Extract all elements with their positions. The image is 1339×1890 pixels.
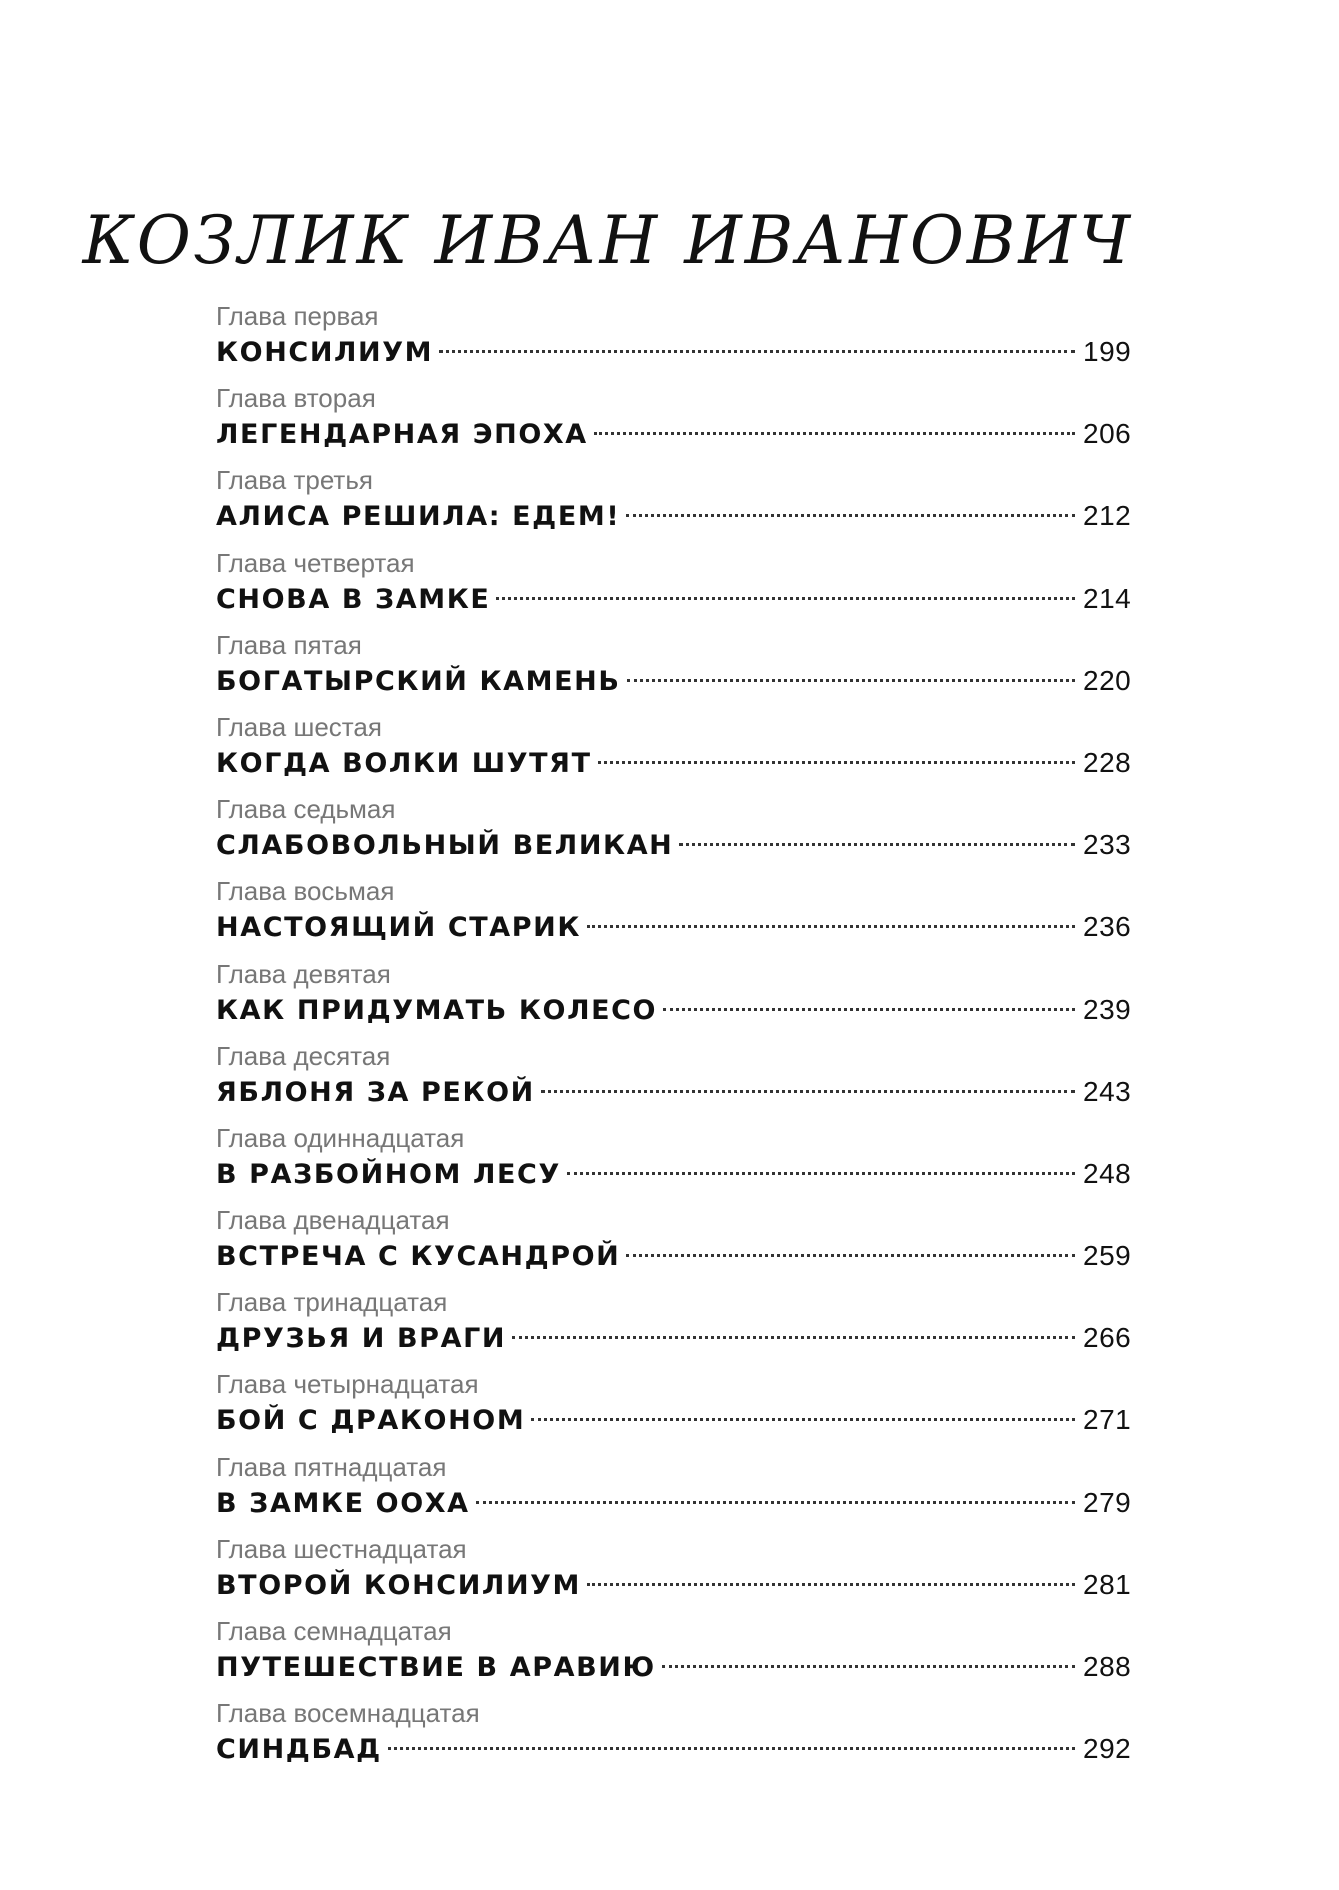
page-number: 236 bbox=[1083, 911, 1132, 943]
toc-entry[interactable] bbox=[216, 300, 1131, 382]
page-number: 266 bbox=[1083, 1322, 1132, 1354]
chapter-title: БОГАТЫРСКИЙ КАМЕНЬ bbox=[216, 665, 621, 697]
toc-entry[interactable] bbox=[216, 629, 1131, 711]
book-title: КОЗЛИК ИВАН ИВАНОВИЧ bbox=[82, 202, 1133, 279]
toc-entry[interactable] bbox=[216, 382, 1131, 464]
chapter-title: СИНДБАД bbox=[216, 1734, 382, 1766]
chapter-title: АЛИСА РЕШИЛА: ЕДЕМ! bbox=[216, 501, 621, 533]
chapter-title-row bbox=[216, 332, 1131, 372]
page-number: 271 bbox=[1083, 1404, 1132, 1436]
dot-leader bbox=[679, 843, 1075, 846]
table-of-contents bbox=[216, 300, 1131, 1779]
dot-leader bbox=[388, 1747, 1075, 1750]
chapter-title-row bbox=[216, 1236, 1131, 1276]
chapter-title-row bbox=[216, 1483, 1131, 1523]
page-number: 279 bbox=[1083, 1486, 1132, 1518]
chapter-title: БОЙ С ДРАКОНОМ bbox=[216, 1405, 526, 1437]
page-number: 281 bbox=[1083, 1568, 1132, 1600]
page-number: 239 bbox=[1083, 993, 1132, 1025]
dot-leader bbox=[626, 514, 1075, 517]
dot-leader bbox=[567, 1172, 1075, 1175]
page-number: 233 bbox=[1083, 829, 1132, 861]
chapter-title-row bbox=[216, 1729, 1131, 1769]
chapter-title-row bbox=[216, 661, 1131, 701]
chapter-title-row bbox=[216, 1318, 1131, 1358]
chapter-title-row bbox=[216, 907, 1131, 947]
chapter-label: Глава восемнадцатая bbox=[216, 1698, 480, 1729]
dot-leader bbox=[663, 1008, 1075, 1011]
chapter-title-row bbox=[216, 743, 1131, 783]
chapter-label: Глава третья bbox=[216, 465, 373, 496]
toc-entry[interactable] bbox=[216, 1286, 1131, 1368]
dot-leader bbox=[587, 925, 1075, 928]
chapter-label: Глава шестнадцатая bbox=[216, 1533, 467, 1564]
dot-leader bbox=[439, 350, 1075, 353]
chapter-label: Глава одиннадцатая bbox=[216, 1122, 465, 1153]
toc-entry[interactable] bbox=[216, 1204, 1131, 1286]
chapter-title: КОГДА ВОЛКИ ШУТЯТ bbox=[216, 747, 592, 779]
chapter-title: ДРУЗЬЯ И ВРАГИ bbox=[216, 1323, 507, 1355]
chapter-label: Глава шестая bbox=[216, 711, 382, 742]
dot-leader bbox=[594, 432, 1075, 435]
dot-leader bbox=[512, 1336, 1075, 1339]
chapter-title-row bbox=[216, 496, 1131, 536]
toc-entry[interactable] bbox=[216, 464, 1131, 546]
dot-leader bbox=[598, 761, 1075, 764]
toc-entry[interactable] bbox=[216, 711, 1131, 793]
chapter-title: ПУТЕШЕСТВИЕ В АРАВИЮ bbox=[216, 1652, 656, 1683]
toc-entry[interactable] bbox=[216, 1533, 1131, 1615]
chapter-title: ЯБЛОНЯ ЗА РЕКОЙ bbox=[216, 1076, 535, 1108]
chapter-label: Глава вторая bbox=[216, 383, 376, 414]
toc-entry[interactable] bbox=[216, 1368, 1131, 1450]
chapter-title: НАСТОЯЩИЙ СТАРИК bbox=[216, 912, 582, 944]
page-number: 199 bbox=[1083, 336, 1132, 367]
chapter-title-row bbox=[216, 1154, 1131, 1194]
chapter-title-row bbox=[216, 1647, 1131, 1687]
chapter-label: Глава семнадцатая bbox=[216, 1616, 452, 1646]
chapter-label: Глава десятая bbox=[216, 1040, 391, 1071]
chapter-title: ЛЕГЕНДАРНАЯ ЭПОХА bbox=[216, 419, 588, 451]
toc-entry[interactable] bbox=[216, 1122, 1131, 1204]
dot-leader bbox=[587, 1583, 1075, 1586]
dot-leader bbox=[541, 1090, 1075, 1093]
chapter-title-row bbox=[216, 1072, 1131, 1112]
page-number: 243 bbox=[1083, 1075, 1132, 1107]
chapter-title: СНОВА В ЗАМКЕ bbox=[216, 583, 491, 615]
chapter-label: Глава седьмая bbox=[216, 794, 396, 825]
chapter-title-row bbox=[216, 414, 1131, 454]
page-number: 248 bbox=[1083, 1157, 1132, 1189]
chapter-title-row bbox=[216, 1565, 1131, 1605]
chapter-title: В РАЗБОЙНОМ ЛЕСУ bbox=[216, 1158, 561, 1190]
chapter-label: Глава первая bbox=[216, 301, 379, 331]
chapter-label: Глава пятая bbox=[216, 629, 362, 660]
page-number: 220 bbox=[1083, 664, 1132, 696]
chapter-label: Глава четырнадцатая bbox=[216, 1369, 479, 1400]
page-number: 212 bbox=[1083, 500, 1132, 532]
chapter-title: ВТОРОЙ КОНСИЛИУМ bbox=[216, 1569, 582, 1601]
toc-entry[interactable] bbox=[216, 1040, 1131, 1122]
toc-entry[interactable] bbox=[216, 1615, 1131, 1697]
chapter-title: В ЗАМКЕ ООХА bbox=[216, 1487, 470, 1519]
toc-entry[interactable] bbox=[216, 793, 1131, 875]
chapter-title: КОНСИЛИУМ bbox=[216, 337, 434, 368]
chapter-title-row bbox=[216, 825, 1131, 865]
dot-leader bbox=[626, 1254, 1075, 1257]
toc-entry[interactable] bbox=[216, 1451, 1131, 1533]
toc-entry[interactable] bbox=[216, 875, 1131, 957]
chapter-label: Глава девятая bbox=[216, 958, 391, 989]
chapter-title-row bbox=[216, 1400, 1131, 1440]
chapter-title: ВСТРЕЧА С КУСАНДРОЙ bbox=[216, 1241, 621, 1273]
chapter-label: Глава восьмая bbox=[216, 876, 395, 907]
dot-leader bbox=[496, 597, 1075, 600]
page-number: 214 bbox=[1083, 582, 1132, 614]
dot-leader bbox=[662, 1665, 1075, 1668]
page-number: 259 bbox=[1083, 1240, 1132, 1272]
dot-leader bbox=[627, 679, 1075, 682]
page-number: 288 bbox=[1083, 1651, 1132, 1682]
chapter-label: Глава двенадцатая bbox=[216, 1205, 450, 1236]
chapter-label: Глава пятнадцатая bbox=[216, 1451, 447, 1482]
chapter-title: КАК ПРИДУМАТЬ КОЛЕСО bbox=[216, 994, 658, 1026]
chapter-label: Глава четвертая bbox=[216, 547, 415, 578]
dot-leader bbox=[531, 1418, 1075, 1421]
dot-leader bbox=[476, 1501, 1075, 1504]
page-number: 228 bbox=[1083, 746, 1132, 778]
chapter-title: СЛАБОВОЛЬНЫЙ ВЕЛИКАН bbox=[216, 830, 674, 862]
page-number: 292 bbox=[1083, 1733, 1132, 1765]
page-number: 206 bbox=[1083, 418, 1132, 450]
toc-entry[interactable] bbox=[216, 547, 1131, 629]
chapter-title-row bbox=[216, 579, 1131, 619]
chapter-title-row bbox=[216, 990, 1131, 1030]
chapter-label: Глава тринадцатая bbox=[216, 1287, 448, 1318]
toc-entry[interactable] bbox=[216, 958, 1131, 1040]
toc-entry[interactable] bbox=[216, 1697, 1131, 1779]
